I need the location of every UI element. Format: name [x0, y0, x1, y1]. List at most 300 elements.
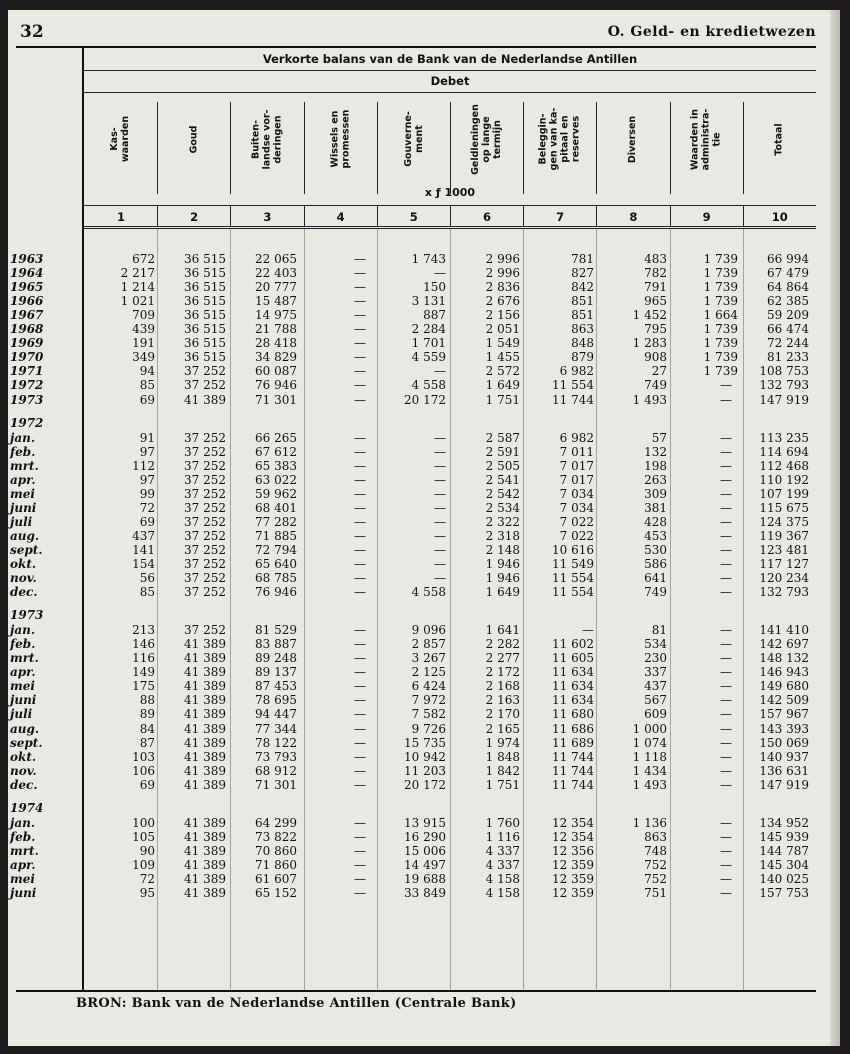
cell-col-8: 586	[644, 557, 667, 571]
cell-col-9: —	[720, 665, 732, 680]
cell-col-2: 37 252	[184, 514, 226, 529]
table-row	[8, 515, 840, 529]
cell-col-10: 113 235	[759, 430, 809, 445]
row-label: apr.	[10, 665, 36, 680]
cell-col-10: 67 479	[767, 266, 809, 281]
cell-col-2: 41 389	[184, 392, 226, 407]
cell-col-8: 908	[644, 350, 667, 365]
cell-col-7: 879	[571, 350, 594, 365]
cell-col-1: 69	[139, 777, 155, 792]
cell-col-3: 68 401	[255, 500, 297, 515]
cell-col-3: 71 860	[255, 857, 297, 872]
cell-col-7: 7 017	[559, 472, 594, 487]
cell-col-4: —	[354, 679, 366, 694]
table-row	[8, 585, 840, 599]
cell-col-4: —	[354, 665, 366, 680]
cell-col-9: —	[720, 472, 732, 487]
cell-col-3: 73 822	[255, 829, 297, 844]
cell-col-7: 11 680	[552, 707, 594, 722]
cell-col-9: —	[720, 735, 732, 750]
cell-col-8: 483	[644, 252, 667, 266]
cell-col-4: —	[354, 721, 366, 736]
cell-col-3: 89 248	[255, 651, 297, 666]
cell-col-7: 827	[571, 266, 594, 281]
cell-col-10: 108 753	[759, 364, 809, 379]
cell-col-9: —	[720, 843, 732, 858]
group-year-heading: 1974	[10, 800, 44, 815]
cell-col-4: —	[354, 308, 366, 323]
row-label: juli	[10, 707, 33, 722]
cell-col-2: 37 252	[184, 623, 226, 638]
cell-col-6: 2 541	[485, 472, 520, 487]
cell-col-10: 140 937	[759, 749, 809, 764]
table-row	[8, 431, 840, 445]
row-label: dec.	[10, 585, 38, 600]
cell-col-3: 22 065	[255, 252, 297, 266]
table-row	[8, 844, 840, 858]
cell-col-4: —	[354, 430, 366, 445]
cell-col-8: 863	[644, 829, 667, 844]
cell-col-5: —	[434, 364, 446, 379]
cell-col-10: 145 939	[759, 829, 809, 844]
cell-col-3: 83 887	[255, 637, 297, 652]
cell-col-2: 36 515	[184, 350, 226, 365]
cell-col-6: 2 542	[485, 486, 520, 501]
column-number: 2	[190, 210, 199, 224]
cell-col-8: 752	[644, 871, 667, 886]
page-number: 32	[20, 22, 44, 42]
row-label: apr.	[10, 472, 36, 487]
cell-col-9: —	[720, 458, 732, 473]
table-row	[8, 473, 840, 487]
column-divider	[670, 102, 671, 194]
cell-col-10: 148 132	[759, 651, 809, 666]
cell-col-7: 11 634	[552, 665, 594, 680]
cell-col-10: 117 127	[759, 557, 809, 571]
cell-col-10: 147 919	[759, 392, 809, 407]
cell-col-3: 68 912	[255, 763, 297, 778]
cell-col-10: 66 474	[767, 322, 809, 337]
cell-col-8: 381	[644, 500, 667, 515]
cell-col-4: —	[354, 886, 366, 900]
cell-col-10: 120 234	[759, 571, 809, 586]
cell-col-7: 12 354	[552, 815, 594, 830]
cell-col-7: 7 022	[559, 528, 594, 543]
cell-col-1: 85	[139, 585, 155, 600]
cell-col-1: 100	[132, 815, 155, 830]
cell-col-7: 7 034	[559, 500, 594, 515]
cell-col-2: 37 252	[184, 528, 226, 543]
cell-col-9: —	[720, 557, 732, 571]
cell-col-8: 749	[644, 585, 667, 600]
cell-col-1: 89	[139, 707, 155, 722]
cell-col-6: 1 751	[485, 392, 520, 407]
cell-col-1: 1 214	[120, 280, 155, 295]
cell-col-2: 41 389	[184, 763, 226, 778]
table-row	[8, 393, 840, 407]
table-row	[8, 778, 840, 792]
column-number-divider	[157, 206, 158, 226]
cell-col-7: 11 554	[552, 585, 594, 600]
table-row	[8, 707, 840, 721]
cell-col-8: 641	[644, 571, 667, 586]
table-row	[8, 858, 840, 872]
cell-col-8: 309	[644, 486, 667, 501]
cell-col-6: 2 168	[485, 679, 520, 694]
body-column-divider	[304, 229, 305, 990]
cell-col-4: —	[354, 252, 366, 266]
cell-col-8: 1 493	[632, 777, 667, 792]
row-label: mei	[10, 679, 35, 694]
cell-col-3: 68 785	[255, 571, 297, 586]
cell-col-6: 1 974	[485, 735, 520, 750]
cell-col-10: 72 244	[767, 336, 809, 351]
cell-col-6: 1 649	[485, 585, 520, 600]
column-divider	[230, 102, 231, 194]
cell-col-2: 41 389	[184, 815, 226, 830]
cell-col-2: 41 389	[184, 707, 226, 722]
column-divider	[304, 102, 305, 194]
cell-col-3: 28 418	[255, 336, 297, 351]
cell-col-8: 337	[644, 665, 667, 680]
cell-col-3: 78 122	[255, 735, 297, 750]
cell-col-5: 13 915	[404, 815, 446, 830]
cell-col-2: 37 252	[184, 585, 226, 600]
table-row	[8, 722, 840, 736]
table-row	[8, 459, 840, 473]
cell-col-10: 147 919	[759, 777, 809, 792]
table-row	[8, 623, 840, 637]
column-header-7	[523, 93, 596, 185]
column-number-divider	[523, 206, 524, 226]
cell-col-1: 56	[139, 571, 155, 586]
cell-col-4: —	[354, 843, 366, 858]
cell-col-6: 2 172	[485, 665, 520, 680]
cell-col-1: 154	[132, 557, 155, 571]
cell-col-5: 150	[423, 280, 446, 295]
column-number: 5	[409, 210, 418, 224]
cell-col-9: —	[720, 637, 732, 652]
cell-col-8: 27	[651, 364, 667, 379]
cell-col-6: 1 760	[485, 815, 520, 830]
cell-col-8: 437	[644, 679, 667, 694]
cell-col-8: 795	[644, 322, 667, 337]
table-row	[8, 679, 840, 693]
cell-col-6: 1 549	[485, 336, 520, 351]
cell-col-2: 36 515	[184, 294, 226, 309]
cell-col-9: 1 739	[703, 364, 738, 379]
cell-col-7: 7 022	[559, 514, 594, 529]
cell-col-7: 7 034	[559, 486, 594, 501]
cell-col-10: 140 025	[759, 871, 809, 886]
row-label: sept.	[10, 735, 43, 750]
row-label: 1966	[10, 294, 44, 309]
cell-col-6: 4 158	[485, 886, 520, 900]
cell-col-8: 751	[644, 886, 667, 900]
table-row	[8, 487, 840, 501]
cell-col-6: 2 322	[485, 514, 520, 529]
cell-col-5: 33 849	[404, 886, 446, 900]
table-row	[8, 350, 840, 364]
cell-col-6: 2 282	[485, 637, 520, 652]
row-label: mei	[10, 871, 35, 886]
cell-col-10: 124 375	[759, 514, 809, 529]
column-number: 6	[482, 210, 491, 224]
cell-col-9: 1 739	[703, 280, 738, 295]
cell-col-4: —	[354, 557, 366, 571]
row-label: 1968	[10, 322, 44, 337]
cell-col-9: —	[720, 707, 732, 722]
top-rule	[16, 46, 816, 48]
cell-col-10: 150 069	[759, 735, 809, 750]
cell-col-4: —	[354, 322, 366, 337]
cell-col-5: 16 290	[404, 829, 446, 844]
table-row	[8, 294, 840, 308]
cell-col-4: —	[354, 392, 366, 407]
cell-col-9: —	[720, 651, 732, 666]
row-label: jan.	[10, 623, 36, 638]
cell-col-10: 144 787	[759, 843, 809, 858]
cell-col-7: 11 605	[552, 651, 594, 666]
cell-col-6: 2 591	[485, 444, 520, 459]
cell-col-9: —	[720, 721, 732, 736]
cell-col-5: 6 424	[411, 679, 446, 694]
table-row	[8, 322, 840, 336]
cell-col-2: 37 252	[184, 444, 226, 459]
cell-col-4: —	[354, 500, 366, 515]
cell-col-9: 1 739	[703, 322, 738, 337]
cell-col-4: —	[354, 693, 366, 708]
page-binding-edge	[830, 10, 840, 1046]
cell-col-9: 1 739	[703, 350, 738, 365]
cell-col-8: 609	[644, 707, 667, 722]
cell-col-5: 9 726	[411, 721, 446, 736]
cell-col-2: 37 252	[184, 557, 226, 571]
cell-col-10: 119 367	[759, 528, 809, 543]
cell-col-7: 11 634	[552, 693, 594, 708]
cell-col-4: —	[354, 571, 366, 586]
cell-col-8: 132	[644, 444, 667, 459]
cell-col-7: 11 554	[552, 571, 594, 586]
cell-col-4: —	[354, 871, 366, 886]
cell-col-5: —	[434, 500, 446, 515]
column-number: 8	[629, 210, 638, 224]
table-row	[8, 764, 840, 778]
cell-col-7: 11 744	[552, 749, 594, 764]
cell-col-3: 22 403	[255, 266, 297, 281]
cell-col-2: 41 389	[184, 693, 226, 708]
cell-col-1: 94	[139, 364, 155, 379]
cell-col-5: 7 972	[411, 693, 446, 708]
cell-col-9: —	[720, 378, 732, 393]
row-label: aug.	[10, 721, 40, 736]
cell-col-3: 64 299	[255, 815, 297, 830]
column-header-label: Goud	[188, 125, 200, 153]
table-row	[8, 872, 840, 886]
row-label: jan.	[10, 430, 36, 445]
cell-col-9: —	[720, 500, 732, 515]
column-header-2	[157, 93, 230, 185]
cell-col-1: 69	[139, 392, 155, 407]
cell-col-4: —	[354, 266, 366, 281]
row-label: juni	[10, 500, 37, 515]
cell-col-4: —	[354, 378, 366, 393]
row-label: nov.	[10, 571, 37, 586]
cell-col-7: 7 011	[559, 444, 594, 459]
cell-col-7: 781	[571, 252, 594, 266]
table-row	[8, 886, 840, 900]
cell-col-2: 41 389	[184, 777, 226, 792]
cell-col-10: 142 697	[759, 637, 809, 652]
cell-col-6: 1 649	[485, 378, 520, 393]
cell-col-1: 85	[139, 378, 155, 393]
cell-col-6: 2 836	[485, 280, 520, 295]
cell-col-3: 66 265	[255, 430, 297, 445]
cell-col-9: —	[720, 486, 732, 501]
cell-col-6: 2 156	[485, 308, 520, 323]
cell-col-5: 7 582	[411, 707, 446, 722]
cell-col-1: 191	[132, 336, 155, 351]
cell-col-1: 91	[139, 430, 155, 445]
cell-col-3: 15 487	[255, 294, 297, 309]
cell-col-9: —	[720, 815, 732, 830]
cell-col-5: —	[434, 514, 446, 529]
cell-col-5: —	[434, 444, 446, 459]
row-label: 1967	[10, 308, 44, 323]
cell-col-4: —	[354, 280, 366, 295]
cell-col-4: —	[354, 623, 366, 638]
cell-col-9: —	[720, 679, 732, 694]
cell-col-9: 1 664	[703, 308, 738, 323]
cell-col-4: —	[354, 651, 366, 666]
cell-col-6: 2 996	[485, 266, 520, 281]
row-label: 1969	[10, 336, 44, 351]
cell-col-6: 2 572	[485, 364, 520, 379]
cell-col-6: 2 051	[485, 322, 520, 337]
table-row	[8, 750, 840, 764]
cell-col-2: 36 515	[184, 252, 226, 266]
cell-col-3: 89 137	[255, 665, 297, 680]
cell-col-1: 349	[132, 350, 155, 365]
cell-col-6: 2 148	[485, 542, 520, 557]
cell-col-9: —	[720, 623, 732, 638]
cell-col-9: —	[720, 430, 732, 445]
cell-col-10: 62 385	[767, 294, 809, 309]
cell-col-6: 1 946	[485, 557, 520, 571]
cell-col-8: 749	[644, 378, 667, 393]
cell-col-2: 37 252	[184, 542, 226, 557]
cell-col-7: 6 982	[559, 364, 594, 379]
cell-col-7: 11 554	[552, 378, 594, 393]
cell-col-4: —	[354, 637, 366, 652]
cell-col-2: 41 389	[184, 637, 226, 652]
cell-col-5: 11 203	[404, 763, 446, 778]
table-row	[8, 501, 840, 515]
cell-col-1: 146	[132, 637, 155, 652]
column-header-label: Totaal	[773, 122, 785, 156]
cell-col-8: 748	[644, 843, 667, 858]
cell-col-1: 437	[132, 528, 155, 543]
cell-col-8: 198	[644, 458, 667, 473]
cell-col-7: 11 634	[552, 679, 594, 694]
column-number: 10	[771, 210, 788, 224]
column-number-divider	[230, 206, 231, 226]
cell-col-1: 116	[132, 651, 155, 666]
cell-col-7: 842	[571, 280, 594, 295]
cell-col-10: 157 753	[759, 886, 809, 900]
body-column-divider	[523, 229, 524, 990]
row-label: okt.	[10, 749, 37, 764]
group-year-heading: 1973	[10, 608, 44, 623]
cell-col-10: 134 952	[759, 815, 809, 830]
group-year-heading: 1972	[10, 415, 44, 430]
body-column-divider	[157, 229, 158, 990]
column-number-divider	[670, 206, 671, 226]
column-number: 1	[116, 210, 125, 224]
table-row	[8, 651, 840, 665]
column-header-1	[84, 93, 157, 185]
cell-col-9: —	[720, 542, 732, 557]
cell-col-3: 65 640	[255, 557, 297, 571]
cell-col-6: 2 170	[485, 707, 520, 722]
cell-col-1: 2 217	[120, 266, 155, 281]
cell-col-1: 90	[139, 843, 155, 858]
row-label: juli	[10, 514, 33, 529]
cell-col-2: 41 389	[184, 651, 226, 666]
cell-col-1: 69	[139, 514, 155, 529]
cell-col-1: 87	[139, 735, 155, 750]
cell-col-5: 15 006	[404, 843, 446, 858]
cell-col-8: 791	[644, 280, 667, 295]
cell-col-4: —	[354, 735, 366, 750]
table-row	[8, 830, 840, 844]
cell-col-6: 2 163	[485, 693, 520, 708]
column-header-5	[377, 93, 450, 185]
cell-col-10: 142 509	[759, 693, 809, 708]
column-number-divider	[304, 206, 305, 226]
cell-col-9: —	[720, 871, 732, 886]
cell-col-5: —	[434, 430, 446, 445]
table-row	[8, 637, 840, 651]
cell-col-8: 1 434	[632, 763, 667, 778]
cell-col-9: —	[720, 886, 732, 900]
body-column-divider	[743, 229, 744, 990]
cell-col-10: 66 994	[767, 252, 809, 266]
bottom-rule	[16, 990, 816, 992]
row-label: 1971	[10, 364, 44, 379]
table-title: Verkorte balans van de Bank van de Nederlandse Antillen	[262, 52, 638, 66]
cell-col-2: 41 389	[184, 843, 226, 858]
cell-col-10: 115 675	[759, 500, 809, 515]
row-label: feb.	[10, 829, 36, 844]
table-row	[8, 364, 840, 378]
cell-col-5: 10 942	[404, 749, 446, 764]
cell-col-10: 114 694	[759, 444, 809, 459]
cell-col-9: —	[720, 571, 732, 586]
cell-col-1: 95	[139, 886, 155, 900]
cell-col-2: 41 389	[184, 749, 226, 764]
cell-col-3: 61 607	[255, 871, 297, 886]
cell-col-7: 12 359	[552, 886, 594, 900]
row-label: feb.	[10, 637, 36, 652]
cell-col-3: 34 829	[255, 350, 297, 365]
cell-col-5: 1 743	[411, 252, 446, 266]
column-header-4	[304, 93, 377, 185]
cell-col-4: —	[354, 294, 366, 309]
cell-col-2: 36 515	[184, 308, 226, 323]
cell-col-5: —	[434, 458, 446, 473]
row-label: feb.	[10, 444, 36, 459]
